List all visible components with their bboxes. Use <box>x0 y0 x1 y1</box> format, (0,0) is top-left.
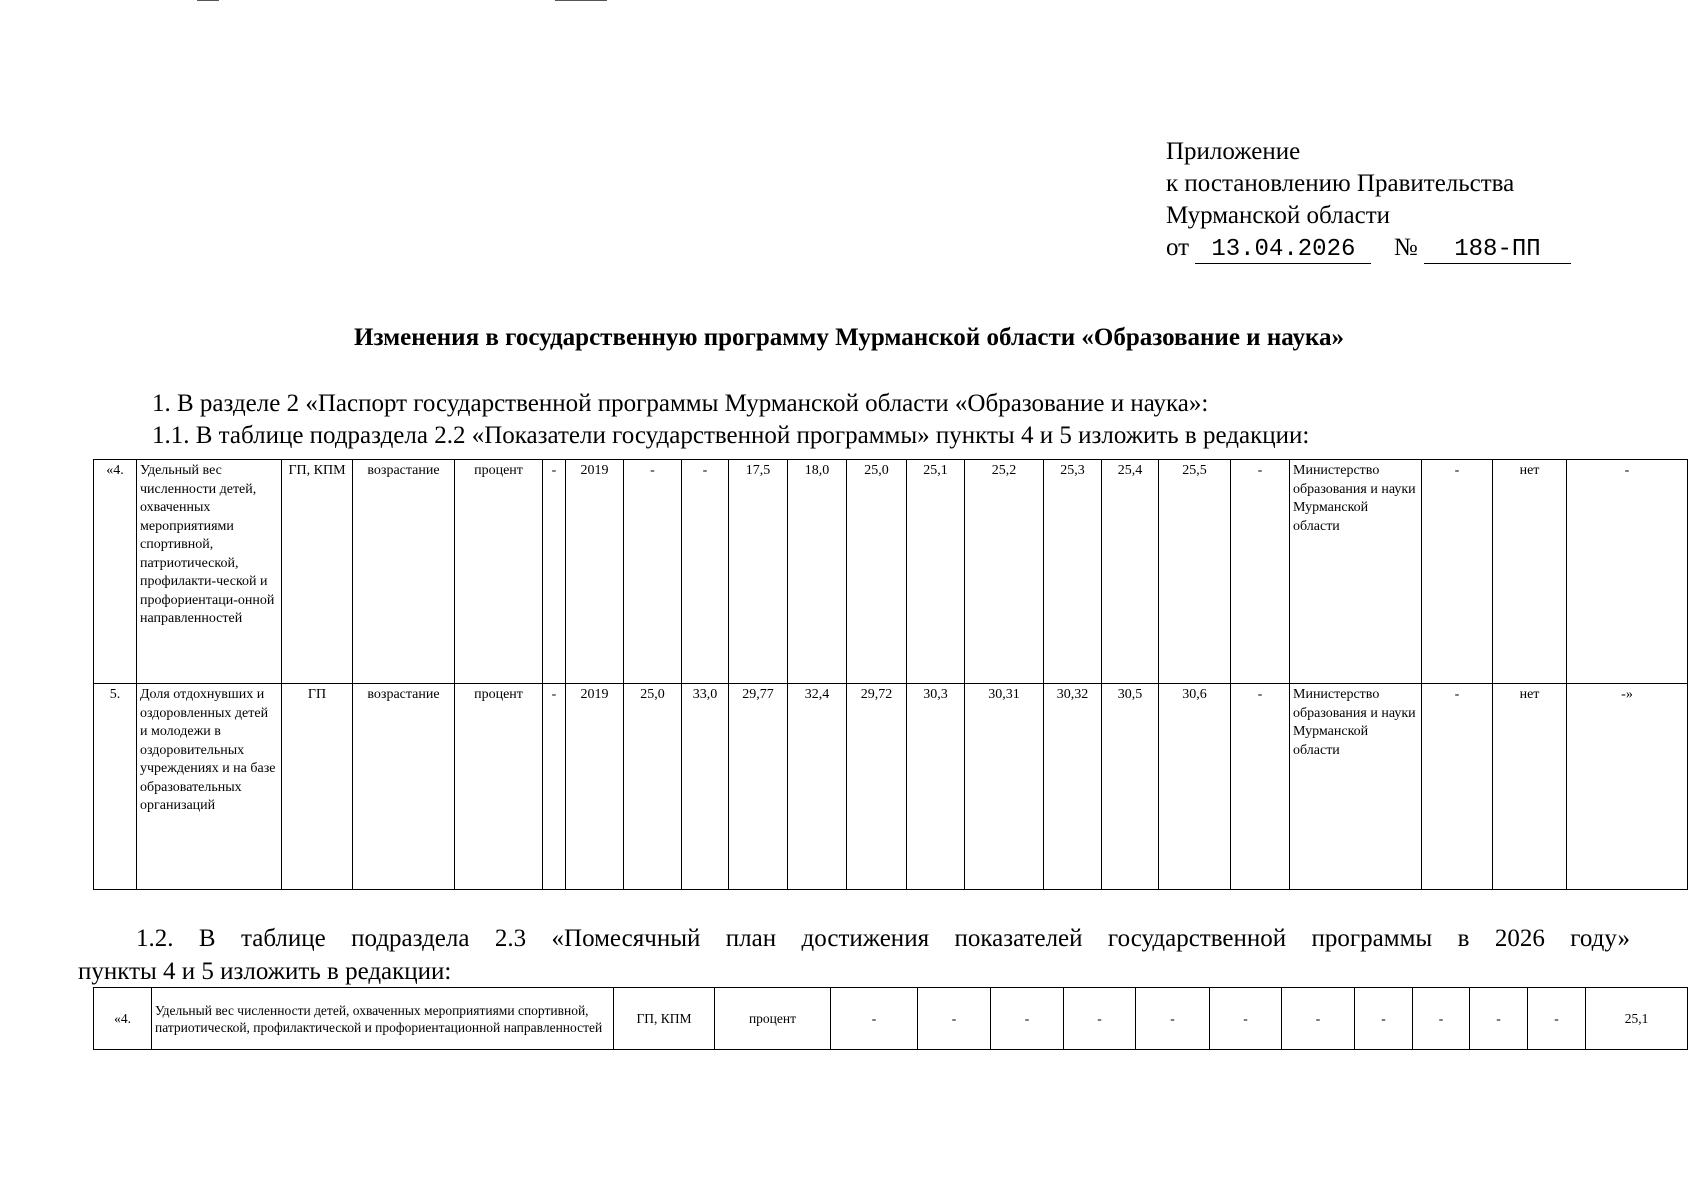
table-cell: процент <box>715 988 831 1050</box>
indicators-table <box>93 459 1688 890</box>
table-cell: нет <box>1493 684 1567 890</box>
table-cell: 25,1 <box>907 460 965 684</box>
appendix-date-number-line <box>1166 232 1571 264</box>
table-cell: 25,0 <box>624 684 682 890</box>
table-cell: - <box>682 460 729 684</box>
table-cell: 29,77 <box>729 684 788 890</box>
table-cell: 25,0 <box>847 460 907 684</box>
table-cell: процент <box>455 684 543 890</box>
table-row-item-4 <box>94 460 1688 684</box>
table-cell: Удельный вес численности детей, охваченных мероприятиями спортивной, патриотической, профилакти-ческой и профориентаци-онной направленностей <box>137 460 282 684</box>
monthly-plan-table <box>93 987 1688 1050</box>
table-cell: 30,6 <box>1159 684 1231 890</box>
paragraph-1-2 <box>78 922 1630 988</box>
table-cell: 29,72 <box>847 684 907 890</box>
table-cell: - <box>1231 460 1290 684</box>
table-cell: - <box>1470 988 1528 1050</box>
table-row-item-4 <box>94 988 1688 1050</box>
table-cell: - <box>918 988 991 1050</box>
document-title: Изменения в государственную программу Мурманской области «Образование и наука» <box>354 324 1344 351</box>
paragraph-1-2-line-2: пункты 4 и 5 изложить в редакции: <box>78 958 452 985</box>
table-cell: 25,4 <box>1102 460 1159 684</box>
table-cell: возрастание <box>353 460 455 684</box>
appendix-line-region: Мурманской области <box>1166 202 1391 229</box>
decree-number: 188-ПП <box>1424 236 1571 264</box>
date-prefix: от <box>1166 234 1190 261</box>
table-cell: - <box>991 988 1064 1050</box>
table-cell: 25,1 <box>1586 988 1688 1050</box>
table-cell: возрастание <box>353 684 455 890</box>
table-cell: - <box>1355 988 1413 1050</box>
paragraph-1: 1. В разделе 2 «Паспорт государственной программы Мурманской области «Образование и наука»: <box>152 390 1209 417</box>
table-cell: ГП, КПМ <box>614 988 715 1050</box>
table-cell: Министерство образования и науки Мурманской области <box>1290 684 1422 890</box>
table-cell: процент <box>455 460 543 684</box>
table-cell: - <box>1422 460 1493 684</box>
appendix-block <box>1166 136 1571 264</box>
table-cell: 25,2 <box>965 460 1044 684</box>
table-cell: нет <box>1493 460 1567 684</box>
table-row-item-5 <box>94 684 1688 890</box>
table-cell: ГП <box>282 684 353 890</box>
table-cell: 30,3 <box>907 684 965 890</box>
table-cell: - <box>831 988 918 1050</box>
table-cell: Министерство образования и науки Мурманской области <box>1290 460 1422 684</box>
scan-edge-line-right <box>555 0 607 1</box>
table-cell: -» <box>1567 684 1688 890</box>
number-prefix: № <box>1393 234 1418 261</box>
table-cell: «4. <box>94 460 137 684</box>
table-cell: 30,31 <box>965 684 1044 890</box>
table-cell: 32,4 <box>788 684 847 890</box>
table-cell: - <box>1282 988 1355 1050</box>
table-cell: ГП, КПМ <box>282 460 353 684</box>
table-cell: - <box>1567 460 1688 684</box>
paragraph-1-2-line-1: 1.2. В таблице подраздела 2.3 «Помесячный план достижения показателей государственной программы в 2026 году» <box>136 925 1630 952</box>
table-cell: 5. <box>94 684 137 890</box>
table-cell: 33,0 <box>682 684 729 890</box>
table-cell: Удельный вес численности детей, охваченных мероприятиями спортивной, патриотической, профилактической и профориентационной направленностей <box>152 988 614 1050</box>
table-cell: 30,5 <box>1102 684 1159 890</box>
table-cell: «4. <box>94 988 152 1050</box>
table-cell: 25,3 <box>1044 460 1102 684</box>
decree-date: 13.04.2026 <box>1195 236 1371 264</box>
table-cell: - <box>1231 684 1290 890</box>
table-cell: 2019 <box>566 460 624 684</box>
table-cell: - <box>1210 988 1282 1050</box>
appendix-heading: Приложение <box>1166 138 1301 165</box>
table-cell: 18,0 <box>788 460 847 684</box>
table-cell: - <box>1528 988 1586 1050</box>
table-cell: - <box>1136 988 1210 1050</box>
table-cell: 25,5 <box>1159 460 1231 684</box>
table-cell: Доля отдохнувших и оздоровленных детей и молодежи в оздоровительных учреждениях и на базе образовательных организаций <box>137 684 282 890</box>
appendix-line-decree: к постановлению Правительства <box>1166 170 1515 197</box>
table-cell: 17,5 <box>729 460 788 684</box>
paragraph-1-1: 1.1. В таблице подраздела 2.2 «Показатели государственной программы» пункты 4 и 5 изложить в редакции: <box>152 422 1310 449</box>
table-cell: - <box>1064 988 1136 1050</box>
monthly-plan-table-body <box>94 988 1688 1050</box>
table-cell: - <box>1422 684 1493 890</box>
scan-edge-line-left <box>197 0 219 1</box>
indicators-table-body <box>94 460 1688 890</box>
table-cell: 2019 <box>566 684 624 890</box>
table-cell: - <box>624 460 682 684</box>
table-cell: 30,32 <box>1044 684 1102 890</box>
table-cell: - <box>543 684 566 890</box>
table-cell: - <box>543 460 566 684</box>
table-cell: - <box>1413 988 1470 1050</box>
